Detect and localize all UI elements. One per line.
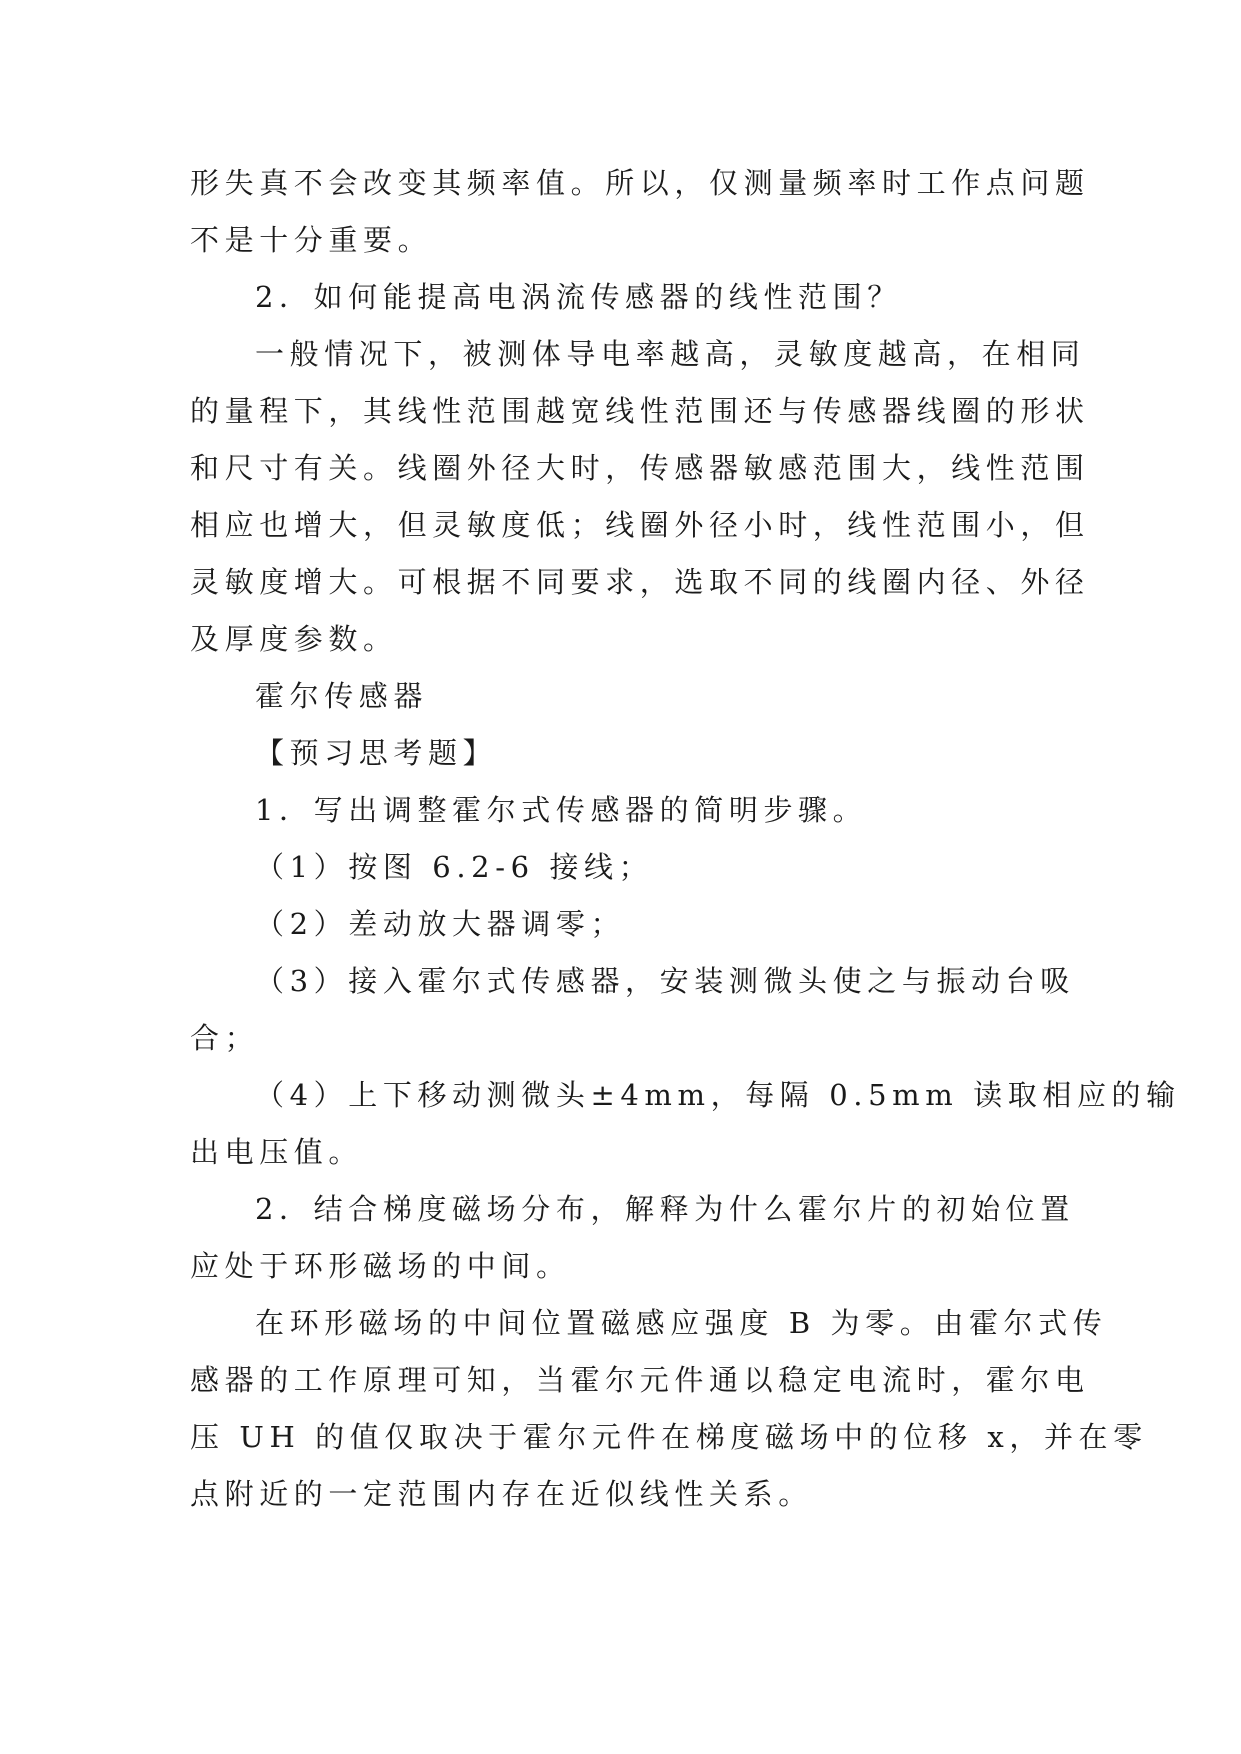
question-heading: 1．写出调整霍尔式传感器的简明步骤。 — [255, 793, 868, 827]
text-line: 点附近的一定范围内存在近似线性关系。 — [190, 1477, 813, 1511]
text-line: 灵敏度增大。可根据不同要求，选取不同的线圈内径、外径 — [190, 565, 1090, 599]
section-title: 霍尔传感器 — [255, 679, 429, 713]
text-line: 相应也增大，但灵敏度低；线圈外径小时，线性范围小，但 — [190, 508, 1090, 542]
text-line: 及厚度参数。 — [190, 622, 398, 656]
text-line: 合； — [190, 1021, 260, 1055]
question-heading: 2．结合梯度磁场分布，解释为什么霍尔片的初始位置 — [255, 1192, 1075, 1226]
step-item: （1）按图 6.2-6 接线； — [255, 850, 654, 884]
step-item: （4）上下移动测微头±4mm，每隔 0.5mm 读取相应的输 — [255, 1078, 1181, 1112]
text-line: 的量程下，其线性范围越宽线性范围还与传感器线圈的形状 — [190, 394, 1090, 428]
text-line: 感器的工作原理可知，当霍尔元件通以稳定电流时，霍尔电 — [190, 1363, 1090, 1397]
section-subtitle: 【预习思考题】 — [255, 736, 498, 770]
text-line: 压 UH 的值仅取决于霍尔元件在梯度磁场中的位移 x，并在零 — [190, 1420, 1148, 1454]
text-line: 一般情况下，被测体导电率越高，灵敏度越高，在相同 — [255, 337, 1086, 371]
step-item: （3）接入霍尔式传感器，安装测微头使之与振动台吸 — [255, 964, 1075, 998]
question-heading: 2．如何能提高电涡流传感器的线性范围？ — [255, 280, 902, 314]
text-line: 出电压值。 — [190, 1135, 364, 1169]
text-line: 和尺寸有关。线圈外径大时，传感器敏感范围大，线性范围 — [190, 451, 1090, 485]
text-line: 形失真不会改变其频率值。所以，仅测量频率时工作点问题 — [190, 166, 1090, 200]
text-line: 在环形磁场的中间位置磁感应强度 B 为零。由霍尔式传 — [255, 1306, 1108, 1340]
text-line: 不是十分重要。 — [190, 223, 433, 257]
text-line: 应处于环形磁场的中间。 — [190, 1249, 571, 1283]
step-item: （2）差动放大器调零； — [255, 907, 626, 941]
